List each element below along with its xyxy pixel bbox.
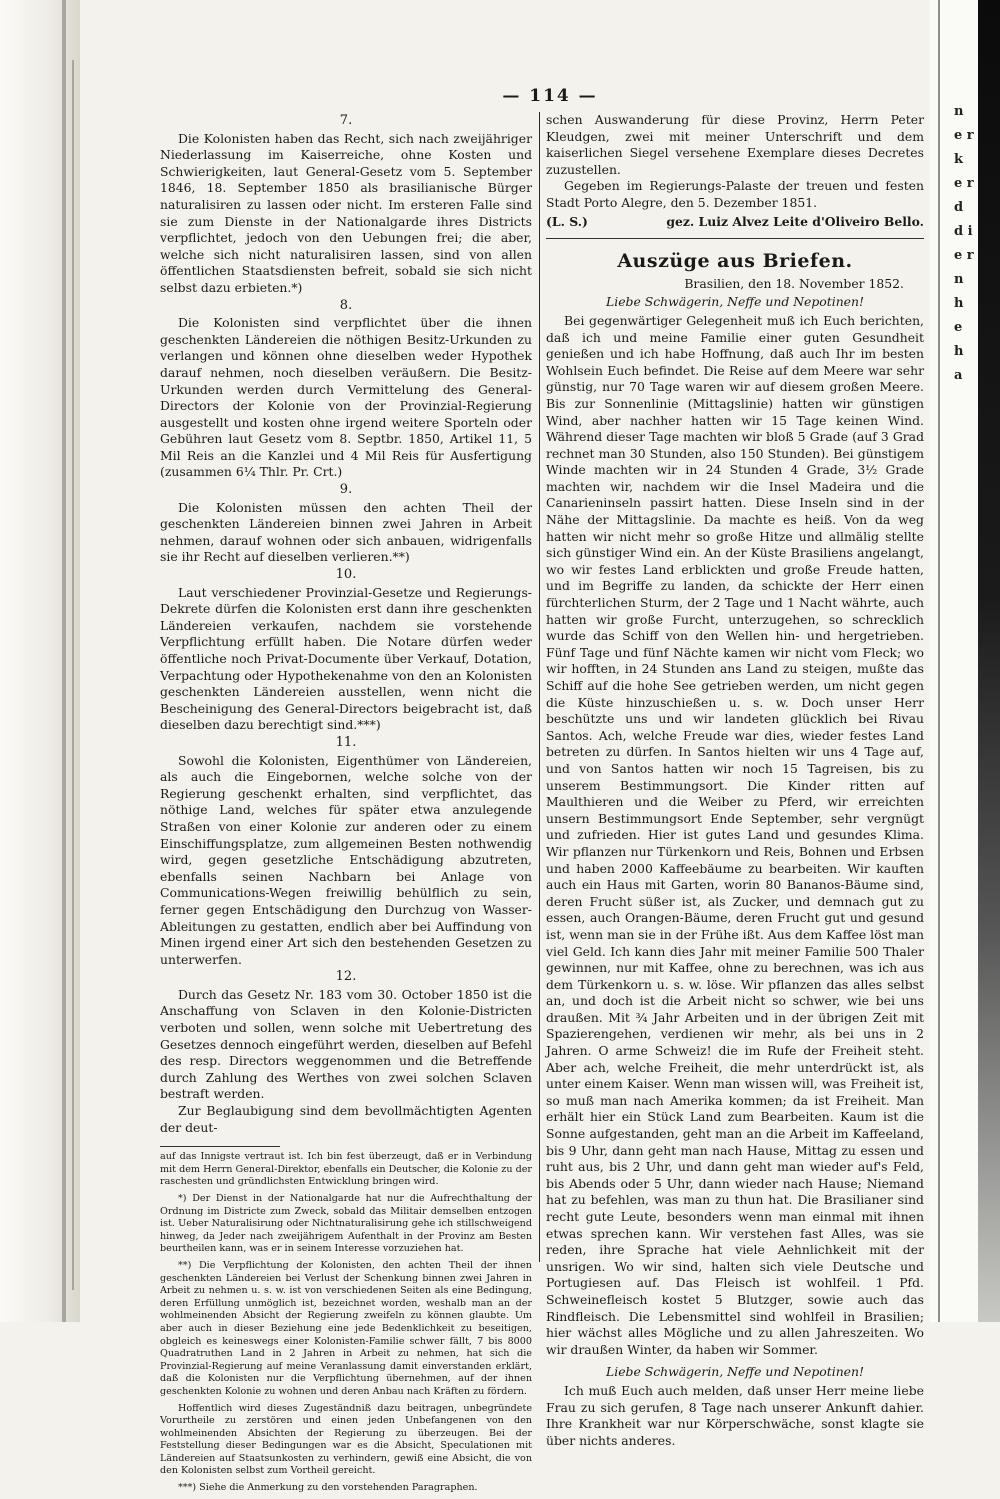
paragraph-7: Die Kolonisten haben das Recht, sich nach zweijähriger Niederlassung im Kaiserreiche, ohne Kosten und Schwierigkeiten, laut General-Gesetz vom 5. September 1846, 18. September 1850 als brasilianische Bürger naturalisiren zu lassen oder nicht. Im ersteren Falle sind sie zum Dienste in der Nationalgarde ihres Districts verpflichtet, jedoch von den Uebungen frei; die aber, welche sich nicht naturalisiren lassen, sind von allen öffentlichen Staatsdiensten befreit, sobald sie sich nicht selbst dazu erbieten.*) bbox=[160, 130, 532, 295]
footnote-continuation: auf das Innigste vertraut ist. Ich bin fest überzeugt, daß er in Verbindung mit dem Herrn General-Direktor, ebenfalls ein Deutscher, die Kolonie zu der raschesten und gründlichsten Entwicklung bringen wird. bbox=[160, 1151, 532, 1188]
column-divider bbox=[539, 112, 540, 1262]
footnote-1: *) Der Dienst in der Nationalgarde hat nur die Aufrechthaltung der Ordnung im Districte zum Zweck, sobald das Militair demselben entzogen ist. Ueber Naturalisirung oder Nichtnaturalisirung gehe ich stillschweigend hinweg, da Jeder nach zweijährigem Aufenthalt in der Provinz am Besten beurtheilen kann, was er in seinem Interesse vorzuziehen hat. bbox=[160, 1193, 532, 1255]
letter-body-1: Bei gegenwärtiger Gelegenheit muß ich Euch berichten, daß ich und meine Familie einer guten Gesundheit genießen und ich habe Hoffnung, daß auch Ihr im besten Wohlsein Euch befindet. Die Reise auf dem Meere war sehr günstig, nur 70 Tage waren wir auf diesem großen Meere. Bis zur Sonnenlinie (Mittagslinie) hatten wir günstigen Wind, aber nachher hatten wir 15 Tage keinen Wind. Während dieser Tage machten wir bloß 5 Grade (auf 3 Grad rechnet man 30 Stunden, also 150 Stunden). Bei günstigem Winde machten wir in 24 Stunden 4 Grade, 3½ Grade machten wir, nachdem wir die Insel Madeira und die Canarieninseln passirt hatten. Diese Inseln sind in der Nähe der Mittagslinie. Da machte es heiß. Von da weg hatten wir nicht mehr so große Hitze und allmälig stellte sich günstiger Wind ein. An der Küste Brasiliens angelangt, wo wir festes Land erblickten und große Freude hatten, und im Begriffe zu landen, da schickte der Herr einen fürchterlichen Sturm, der 2 Tage und 1 Nacht währte, auch hatten wir große Furcht, unterzugehen, so schrecklich wurde das Schiff von den Wellen hin- und hergetrieben. Fünf Tage und fünf Nächte kamen wir nicht vom Fleck; wo wir hofften, in 24 Stunden ans Land zu steigen, mußte das Schiff auf die hohe See getrieben werden, um nicht gegen die Küste hinzuschießen u. s. w. Doch unser Herr beschützte uns und wir landeten glücklich bei Rivau Santos. Ach, welche Freude war dies, wieder festes Land betreten zu dürfen. In Santos hielten wir uns 4 Tage auf, und von Santos hatten wir noch 15 Tagreisen, bis zu unserem Bestimmungsort. Die Kinder ritten auf Maulthieren und die Weiber zu Pferd, wir erreichten unsern Bestimmungsort Ende September, sehr vergnügt und zufrieden. Hier ist gutes Land und gesundes Klima. Wir pflanzen nur Türkenkorn und Reis, Bohnen und Erbsen und haben 2000 Kaffeebäume zu bearbeiten. Wir kauften auch ein Haus mit Garten, worin 80 Bananos-Bäume sind, deren Frucht süßer ist, als Zucker, und demnach gut zu essen, auch Orangen-Bäume, deren Frucht gut und gesund ist, wenn man sie in der Frühe ißt. Aus dem Kaffee löst man viel Geld. Ich kann dies Jahr mit meiner Familie 500 Thaler gewinnen, nur mit Kaffee, ohne zu berechnen, was ich aus dem Türkenkorn u. s. w. löse. Wir pflanzen das alles selbst an, und doch ist die Arbeit nicht so schwer, wie bei uns draußen. Mit ¾ Jahr Arbeiten und in der übrigen Zeit mit Spazierengehen, verdienen wir mehr, als bei uns in 2 Jahren. O arme Schweiz! die im Rufe der Freiheit steht. Aber ach, welche Freiheit, die mehr unterdrückt ist, als unter einem Kaiser. Wenn man wissen will, was Freiheit ist, so muß man nach Amerika kommen; da ist Freiheit. Man erhält hier ein Stück Land zum Bearbeiten. Kaum ist die Sonne aufgestanden, geht man an die Arbeit im Kaffeeland, bis 9 Uhr, dann geht man nach Hause, Mittag zu essen und ruht aus, bis 2 Uhr, und dann geht man wieder auf's Feld, bis Abends oder 5 Uhr, dann wieder nach Hause; Niemand hat zu befehlen, was man zu thun hat. Die Brasilianer sind recht gute Leute, besonders wenn man einmal mit ihnen etwas sprechen kann. Wir verstehen fast Alles, was sie reden, ihre Sprache hat viele Aehnlichkeit mit der unsrigen. Wo wir sind, halten sich viele Deutsche und Portugiesen auf. Das Fleisch ist wohlfeil. 1 Pfd. Schweinefleisch kostet 5 Blutzger, sowie auch das Rindfleisch. Die Lebensmittel sind wohlfeil in Brasilien; hier wächst alles Mögliche und zu allen Jahreszeiten. Wo wir draußen Winter, da haben wir Sommer. bbox=[546, 312, 924, 1357]
footnote-2-continued: Hoffentlich wird dieses Zugeständniß dazu beitragen, unbegründete Vorurtheile zu zerstören und einen jeden Unbefangenen von den wohlmeinenden Absichten der Regierung zu überzeugen. Bei der Feststellung dieser Bedingungen war es die Absicht, Speculationen mit Ländereien auf Staatsunkosten zu verhindern, gewiß eine Absicht, die von den Kolonisten selbst zum Vortheil gereicht. bbox=[160, 1402, 532, 1477]
decree-continuation: schen Auswanderung für diese Provinz, Herrn Peter Kleudgen, zwei mit meiner Unterschrift und dem kaiserlichen Siegel versehene Exemplare dieses Decretes zuzustellen. bbox=[546, 112, 924, 177]
left-column bbox=[160, 112, 532, 1499]
paragraph-11: Sowohl die Kolonisten, Eigenthümer von Ländereien, als auch die Eingebornen, welche solche von der Regierung geschenkt erhalten, sind verpflichtet, das nöthige Land, welches für später etwa anzulegende Straßen von einer Kolonie zur anderen oder zu einem Einschiffungsplatze, zum allgemeinen Besten nothwendig wird, gegen gesetzliche Entschädigung abzutreten, ebenfalls seinen Nachbarn bei Anlage von Communications-Wegen freiwillig behülflich zu sein, ferner gegen Entschädigung den Durchzug von Wasser-Ableitungen zu gestatten, endlich aber bei Auffindung von Minen irgend einer Art sich den bestehenden Gesetzen zu unterwerfen. bbox=[160, 752, 532, 967]
footnote-divider bbox=[160, 1146, 280, 1147]
letter-dateline: Brasilien, den 18. November 1852. bbox=[684, 275, 904, 291]
section-number: 7. bbox=[339, 113, 353, 128]
scan-border bbox=[978, 0, 1000, 1322]
letter-salutation-2: Liebe Schwägerin, Neffe und Nepotinen! bbox=[606, 1364, 864, 1380]
section-number: 8. bbox=[339, 297, 353, 313]
section-divider bbox=[546, 238, 924, 239]
closing-line: Zur Beglaubigung sind dem bevollmächtigten Agenten der deut- bbox=[160, 1103, 532, 1135]
section-number: 10. bbox=[335, 567, 357, 583]
section-number: 11. bbox=[335, 734, 357, 750]
binding-fold-line bbox=[62, 0, 66, 1322]
adjacent-page-edge bbox=[938, 0, 940, 1322]
paragraph-12: Durch das Gesetz Nr. 183 vom 30. October 1850 ist die Anschaffung von Sclaven in den Kolonie-Districten verboten und sollen, wenn solche mit Uebertretung des Gesetzes dennoch eingeführt werden, dieselben auf Befehl des resp. Directors weggenommen und die Betreffende durch Zahlung des Werthes von zwei solchen Sclaven bestraft werden. bbox=[160, 986, 532, 1102]
paragraph-10: Laut verschiedener Provinzial-Gesetze und Regierungs-Dekrete dürfen die Kolonisten erst dann ihre geschenkten Ländereien verkaufen, nachdem sie vorstehende Verpflichtung erfüllt haben. Die Notare dürfen weder öffentliche noch Privat-Documente über Verkauf, Dotation, Verpachtung oder Hypothekenahme von den an Kolonisten geschenkten Ländereien ausstellen, wenn nicht die Bescheinigung des General-Directors beigebracht ist, daß dieselben dazu berechtigt sind.***) bbox=[160, 584, 532, 733]
signature-row bbox=[546, 214, 924, 231]
footnote-3: ***) Siehe die Anmerkung zu den vorstehenden Paragraphen. bbox=[178, 1482, 478, 1494]
section-heading: Auszüge aus Briefen. bbox=[617, 250, 853, 273]
page bbox=[160, 86, 930, 1494]
signature: gez. Luiz Alvez Leite d'Oliveiro Bello. bbox=[666, 213, 924, 229]
seal-mark: (L. S.) bbox=[546, 213, 588, 229]
adjacent-page-fragment: n e r k e r d d i e r n h e h a bbox=[954, 104, 974, 383]
right-column bbox=[546, 112, 924, 1449]
decree-given: Gegeben im Regierungs-Palaste der treuen und festen Stadt Porto Alegre, den 5. Dezember 1851. bbox=[546, 178, 924, 210]
paragraph-8: Die Kolonisten sind verpflichtet über die ihnen geschenkten Ländereien die nöthigen Besitz-Urkunden zu verlangen und können ohne dieselben weder Hypothek darauf nehmen, noch dieselben veräußern. Die Besitz-Urkunden werden durch Vermittelung des General-Directors der Kolonie von der Provinzial-Regierung ausgestellt und kosten ohne irgend weitere Sporteln oder Gebühren laut Gesetz vom 8. Septbr. 1850, Artikel 11, 5 Mil Reis an die Kanzlei und 4 Mil Reis für Ausfertigung (zusammen 6¼ Thlr. Pr. Crt.) bbox=[160, 315, 532, 480]
section-number: 12. bbox=[335, 969, 357, 985]
paragraph-9: Die Kolonisten müssen den achten Theil der geschenkten Ländereien binnen zwei Jahren in Arbeit nehmen, darauf wohnen oder sich anbauen, widrigenfalls sie ihr Recht auf dieselben verlieren.**) bbox=[160, 499, 532, 565]
footnote-2: **) Die Verpflichtung der Kolonisten, den achten Theil der ihnen geschenkten Ländereien bei Verlust der Schenkung binnen zwei Jahren in Arbeit zu nehmen u. s. w. ist von verschiedenen Seiten als eine Bedingung, deren Erfüllung unmöglich ist, bezeichnet worden, weshalb man an der wohlmeinenden Absicht der Regierung zweifeln zu können glaubte. Um aber auch in dieser Beziehung eine jede Bedenklichkeit zu beseitigen, obgleich es keineswegs einer Kolonisten-Familie schwer fällt, 7 bis 8000 Quadratruthen Land in 2 Jahren in Arbeit zu nehmen, hat sich die Provinzial-Regierung auf meine Veranlassung damit einverstanden erklärt, daß die Kolonisten nur die Verpflichtung übernehmen, auf der ihnen geschenkten Kolonie zu wohnen und deren Anbau nach Kräften zu fördern. bbox=[160, 1259, 532, 1397]
letter-salutation: Liebe Schwägerin, Neffe und Nepotinen! bbox=[606, 294, 864, 310]
binding-shadow-line bbox=[72, 60, 74, 1290]
page-number: — 114 — bbox=[502, 86, 598, 106]
letter-body-2: Ich muß Euch auch melden, daß unser Herr meine liebe Frau zu sich gerufen, 8 Tage nach unserer Ankunft dahier. Ihre Krankheit war nur Körperschwäche, sonst klagte sie über nichts anderes. bbox=[546, 1382, 924, 1448]
section-number: 9. bbox=[339, 482, 353, 498]
binding-gutter bbox=[0, 0, 80, 1322]
